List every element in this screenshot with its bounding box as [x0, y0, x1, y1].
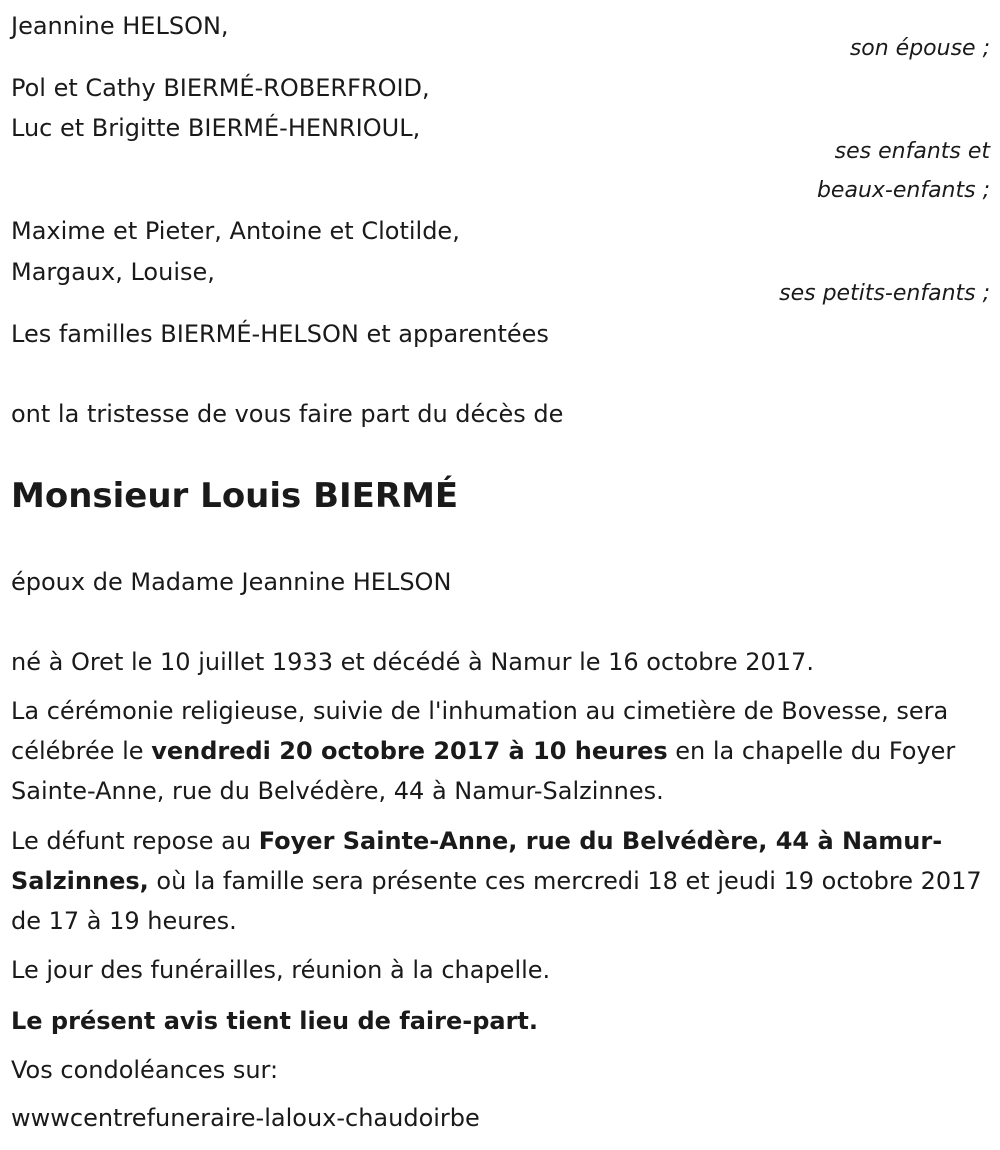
rest-location: Foyer Sainte-Anne, rue du Belvédère, 44 à Namur-Salzinnes, — [11, 827, 943, 895]
role-grandchildren: ses petits-enfants ; — [779, 281, 990, 306]
condolences-label: Vos condoléances sur: — [11, 1056, 279, 1084]
rest-text-1: Le défunt repose au — [11, 827, 259, 855]
announcement: ont la tristesse de vous faire part du décès de — [11, 400, 564, 428]
family-line-pol: Pol et Cathy BIERMÉ-ROBERFROID, — [11, 74, 430, 102]
ceremony-date: vendredi 20 octobre 2017 à 10 heures — [151, 737, 668, 765]
website-link[interactable]: wwwcentrefuneraire-laloux-chaudoirbe — [11, 1104, 480, 1132]
family-line-families: Les familles BIERMÉ-HELSON et apparentées — [11, 320, 549, 348]
family-line-maxime: Maxime et Pieter, Antoine et Clotilde, — [11, 217, 460, 245]
ceremony-paragraph — [11, 691, 1000, 811]
rest-paragraph — [11, 821, 1000, 941]
role-spouse: son épouse ; — [849, 36, 990, 61]
deceased-name: Monsieur Louis BIERMÉ — [11, 476, 459, 516]
role-children-line-2: beaux-enfants ; — [816, 178, 990, 203]
rest-text-2: où la famille sera présente ces mercredi 18 et jeudi 19 octobre 2017 de 17 à 19 heures. — [11, 867, 982, 935]
funeral-day: Le jour des funérailles, réunion à la chapelle. — [11, 956, 551, 984]
family-line-jeannine: Jeannine HELSON, — [11, 12, 229, 40]
family-line-margaux: Margaux, Louise, — [11, 258, 215, 286]
spouse-of: époux de Madame Jeannine HELSON — [11, 568, 452, 596]
ceremony-text-2: en la chapelle du Foyer Sainte-Anne, rue du Belvédère, 44 à Namur-Salzinnes. — [11, 737, 956, 805]
birth-death: né à Oret le 10 juillet 1933 et décédé à Namur le 16 octobre 2017. — [11, 648, 814, 676]
ceremony-text-1: La cérémonie religieuse, suivie de l'inhumation au cimetière de Bovesse, sera célébrée le — [11, 697, 949, 765]
role-children-line-1: ses enfants et — [834, 139, 990, 164]
notice: Le présent avis tient lieu de faire-part. — [11, 1007, 539, 1035]
family-line-luc: Luc et Brigitte BIERMÉ-HENRIOUL, — [11, 114, 421, 142]
